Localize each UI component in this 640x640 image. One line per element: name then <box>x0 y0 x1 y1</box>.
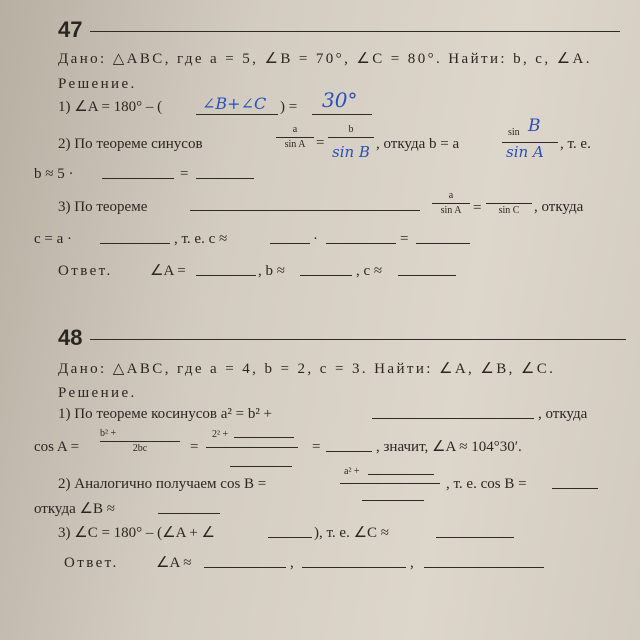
p48-step1-frac2-bar <box>206 447 298 448</box>
p47-answer-c-blank <box>398 275 456 276</box>
p48-step2-suffix: , т. е. cos B = <box>446 476 527 492</box>
p47-step1-handwritten-answer: 30° <box>322 88 358 112</box>
p47-step3-blank1 <box>100 243 170 244</box>
p47-step2-prefix: 2) По теореме синусов <box>58 136 203 152</box>
p47-step3-eq: = <box>473 200 482 216</box>
p47-step3-blank2 <box>270 243 310 244</box>
p47-step3-blank4 <box>416 243 470 244</box>
p48-step2-prefix: 2) Аналогично получаем cos B = <box>58 476 267 492</box>
p48-step1-frac1 <box>100 428 180 455</box>
p47-step3-line2-mid: , т. е. c ≈ <box>174 231 228 247</box>
p48-step2-angle-blank <box>158 513 220 514</box>
p47-answer-c: , c ≈ <box>356 263 383 279</box>
p47-step2-blank1 <box>102 178 174 179</box>
p47-step1-lhs: 1) ∠A = 180° – ( <box>58 99 163 115</box>
p47-step2-line2-start: b ≈ 5 · <box>34 166 74 182</box>
p47-step1-mid: ) = <box>280 99 298 115</box>
frac-bar <box>432 203 470 204</box>
p48-step3-mid: ), т. е. ∠C ≈ <box>314 525 390 541</box>
p48-answer-b-blank <box>302 567 406 568</box>
p48-step2-frac-num: a² + <box>344 466 360 477</box>
p47-step3-prefix: 3) По теореме <box>58 199 148 215</box>
p47-step3-line2-start: c = a · <box>34 231 73 247</box>
p47-answer-b-blank <box>300 275 352 276</box>
problem-48-number: 48 <box>58 325 83 350</box>
p47-step2-handwritten-num: B <box>528 116 541 136</box>
problem-48-header-rule <box>90 339 626 340</box>
p48-step3-text: 3) ∠C = 180° – (∠A + ∠ <box>58 525 216 541</box>
frac-numerator: a <box>448 190 454 201</box>
p48-step1-eq2: = <box>312 439 321 455</box>
problem-48-given: Дано: △ABC, где a = 4, b = 2, c = 3. Найти: ∠A, ∠B, ∠C. <box>58 361 556 377</box>
p48-answer-a: ∠A ≈ <box>156 555 192 571</box>
p48-step1-blank <box>372 418 534 419</box>
p48-answer-c-blank <box>424 567 544 568</box>
p47-step2-eq: = <box>316 135 325 151</box>
frac-bar <box>486 203 532 204</box>
p47-step2-frac3-num: sin <box>508 127 520 138</box>
frac-bar <box>100 441 180 442</box>
frac-numerator-blank <box>486 190 532 202</box>
frac-numerator: b² + <box>100 428 117 439</box>
p48-step1-result-blank <box>326 451 372 452</box>
p47-step1-blank1 <box>196 114 278 115</box>
p47-step2-handwritten-den2: sin A <box>506 143 544 161</box>
problem-47-given: Дано: △ABC, где a = 5, ∠B = 70°, ∠C = 80°. Найти: b, c, ∠A. <box>58 51 592 67</box>
p47-step1-handwritten-angles: ∠B+∠C <box>202 94 267 113</box>
p47-step2-suffix: , т. е. <box>560 136 591 152</box>
frac-denominator: 2bc <box>132 443 148 454</box>
frac-numerator: a <box>292 124 298 135</box>
p47-step3-line2-eq: = <box>400 231 409 247</box>
p48-answer-label: Ответ. <box>64 555 119 571</box>
p48-step2-frac-bar <box>340 483 440 484</box>
p48-step3-result-blank <box>436 537 514 538</box>
p48-step3-angle-blank <box>268 537 312 538</box>
p47-step2-frac1 <box>276 124 314 151</box>
p47-step2-blank2 <box>196 178 254 179</box>
p48-step1-prefix: 1) По теореме косинусов a² = b² + <box>58 406 273 422</box>
p47-step2-line2-eq: = <box>180 166 189 182</box>
frac-numerator: b <box>348 124 354 135</box>
p48-answer-sep2: , <box>410 555 414 571</box>
p48-answer-sep1: , <box>290 555 294 571</box>
problem-47-number: 47 <box>58 17 83 42</box>
problem-48-solution-title: Решение. <box>58 385 137 401</box>
frac-bar <box>328 137 374 138</box>
problem-47-solution-title: Решение. <box>58 76 137 92</box>
p48-step1-result: , значит, ∠A ≈ 104°30′. <box>376 439 522 455</box>
p48-step1-frac2-num-blank <box>234 437 294 438</box>
frac-denominator: sin A <box>440 205 462 216</box>
p47-step3-theorem-blank <box>190 210 420 211</box>
p47-answer-a-blank <box>196 275 256 276</box>
frac-denominator: sin A <box>284 139 306 150</box>
p48-step2-frac-num-blank <box>368 474 434 475</box>
p48-step1-cos-label: cos A = <box>34 439 80 455</box>
p48-answer-a-blank <box>204 567 286 568</box>
p47-step2-mid: , откуда b = a <box>376 136 460 152</box>
problem-47-header-rule <box>90 31 620 32</box>
p47-step3-frac1 <box>432 190 470 217</box>
p47-step3-blank3 <box>326 243 396 244</box>
frac-denominator: sin C <box>498 205 520 216</box>
frac-bar <box>276 137 314 138</box>
p48-step2-cos-blank <box>552 488 598 489</box>
p48-step1-eq: = <box>190 439 199 455</box>
p47-step3-line2-dot: · <box>313 231 318 247</box>
p47-step2-frac2 <box>328 124 374 139</box>
p48-step1-suffix: , откуда <box>538 406 588 422</box>
p48-step2-line2: откуда ∠B ≈ <box>34 501 115 517</box>
p47-answer-a: ∠A = <box>150 263 186 279</box>
p48-step1-frac2-den-blank <box>230 466 292 467</box>
p47-step3-frac2 <box>486 190 532 217</box>
p47-step2-handwritten-den: sin B <box>332 143 370 161</box>
p47-step1-blank2 <box>312 114 372 115</box>
p47-answer-label: Ответ. <box>58 263 113 279</box>
p47-step3-suffix: , откуда <box>534 199 584 215</box>
p48-step1-frac2-num: 2² + <box>212 429 229 440</box>
p48-step2-frac-den-blank <box>362 500 424 501</box>
p47-answer-b: , b ≈ <box>258 263 285 279</box>
